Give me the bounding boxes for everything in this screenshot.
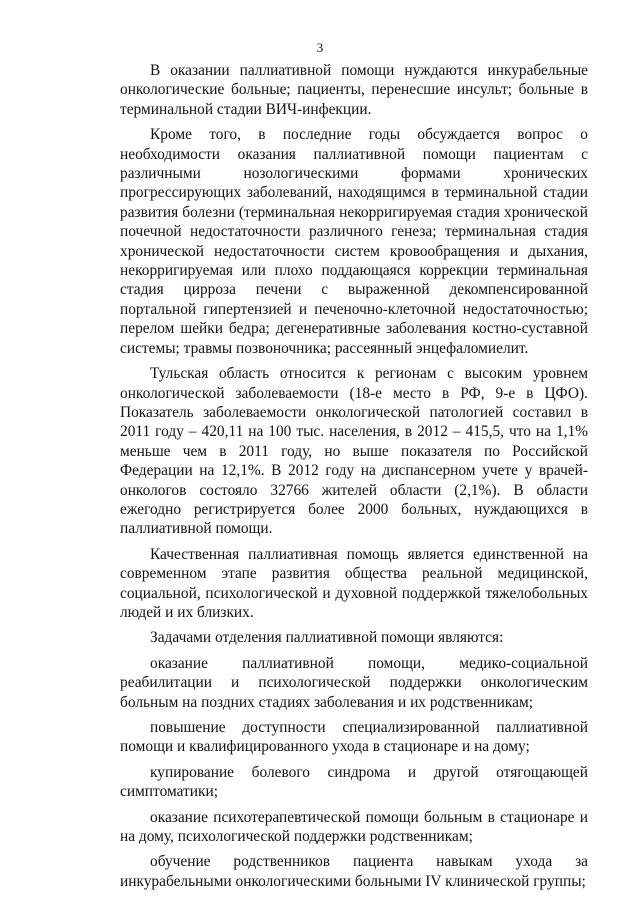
task-item: оказание паллиативной помощи, медико-социальной реабилитации и психологической поддержки онкологическим больным на поздних стадиях заболевания и их родственникам;	[120, 654, 588, 711]
task-item: обучение родственников пациента навыкам ухода за инкурабельными онкологическими больными IV клинической группы;	[120, 853, 588, 890]
paragraph-quality-care: Качественная паллиативная помощь является единственной на современном этапе развития общества реальной медицинской, социальной, психологической и духовной поддержкой тяжелобольных людей и их близких.	[120, 545, 588, 621]
page-number: 3	[316, 40, 324, 55]
paragraph-palliative-patients: В оказании паллиативной помощи нуждаются инкурабельные онкологические больные; пациенты, перенесшие инсульт; больные в терминальной стадии ВИЧ-инфекции.	[120, 62, 588, 118]
document-body	[120, 61, 588, 897]
task-item: купирование болевого синдрома и другой отягощающей симптоматики;	[120, 763, 588, 801]
paragraph-tula-statistics: Тульская область относится к регионам с высоким уровнем онкологической заболеваемости (18-е место в РФ, 9-е в ЦФО). Показатель заболеваемости онкологической патологией составил в 2011 году – 420,11 на 100 тыс. населения, в 2012 – 415,5, что на 1,1% меньше чем в 2011 году, но выше показателя по Российской Федерации на 12,1%. В 2012 году на диспансерном учете у врачей-онкологов состояло 32766 жителей области (2,1%). В области ежегодно регистрируется более 2000 больных, нуждающихся в паллиативной помощи.	[120, 365, 588, 538]
task-item: повышение доступности специализированной паллиативной помощи и квалифицированного ухода в стационаре и на дому;	[120, 719, 588, 756]
paragraph-chronic-diseases: Кроме того, в последние годы обсуждается вопрос о необходимости оказания паллиативной помощи пациентам с различными нозологическими формами хронических прогрессирующих заболеваний, находящимся в терминальной стадии развития болезни (терминальная некорригируемая стадия хронической почечной недостаточности различного генеза; терминальная стадия хронической недостаточности систем кровообращения и дыхания, некорригируемая или плохо поддающаяся коррекции терминальная стадия цирроза печени с выраженной декомпенсированной портальной гипертензией и печеночно-клеточной недостаточностью; перелом шейки бедра; дегенеративные заболевания костно-суставной системы; травмы позвоночника; рассеянный энцефаломиелит.	[120, 126, 588, 357]
task-item: оказание психотерапевтической помощи больным в стационаре и на дому, психологической поддержки родственникам;	[120, 808, 588, 846]
paragraph-tasks-intro: Задачами отделения паллиативной помощи являются:	[150, 629, 504, 647]
